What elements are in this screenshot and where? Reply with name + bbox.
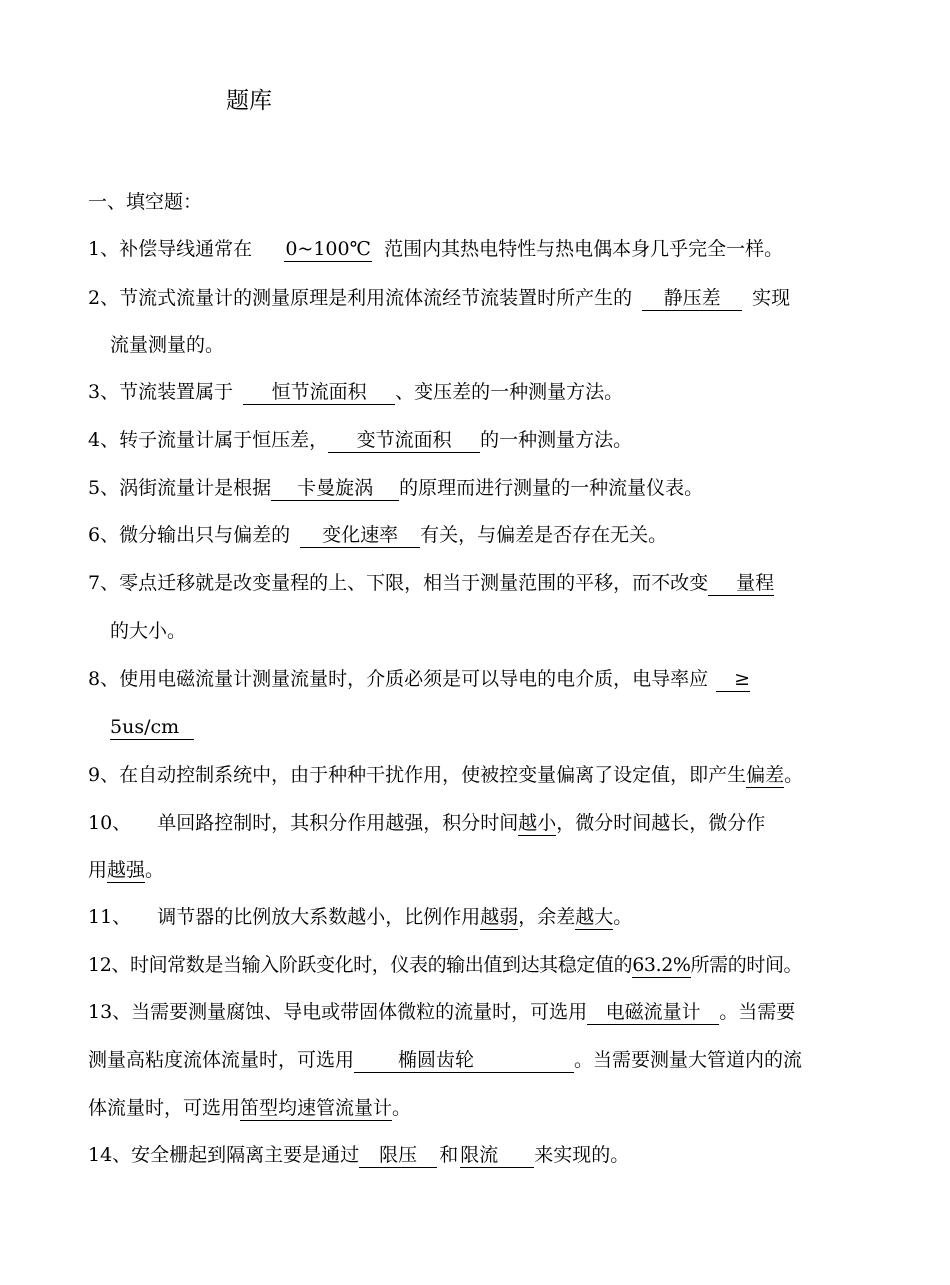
question-8-continued xyxy=(110,714,194,740)
question-text: 的原理而进行测量的一种流量仪表。 xyxy=(399,477,704,499)
question-text: 。当需要测量大管道内的流 xyxy=(574,1049,803,1071)
answer-blank: 越弱 xyxy=(480,906,519,928)
question-text: ，微分时间越长，微分作 xyxy=(556,812,766,834)
question-5 xyxy=(88,475,703,501)
section-heading: 一、填空题： xyxy=(88,191,203,213)
answer-blank: 0~100℃ xyxy=(285,238,371,260)
question-text: 7、零点迁移就是改变量程的上、下限，相当于测量范围的平移，而不改变 xyxy=(88,572,709,594)
question-8 xyxy=(88,666,750,692)
question-13 xyxy=(88,999,795,1025)
question-7-continued xyxy=(110,618,186,644)
answer-blank: 静压差 xyxy=(642,286,742,311)
question-text: 。 xyxy=(145,859,165,881)
question-text: 有关，与偏差是否存在无关。 xyxy=(420,524,668,546)
question-12 xyxy=(88,952,802,978)
question-text: 单回路控制时，其积分作用越强，积分时间 xyxy=(157,812,519,834)
question-text: ，余差 xyxy=(518,906,576,928)
answer-blank: 恒节流面积 xyxy=(243,380,395,405)
answer-blank xyxy=(354,1048,574,1073)
question-10-continued xyxy=(88,857,164,883)
question-text: 体流量时，可选用 xyxy=(88,1097,241,1119)
question-text: 。 xyxy=(784,764,804,786)
answer-blank: 变节流面积 xyxy=(328,428,480,453)
question-text: 实现 xyxy=(752,287,791,309)
answer-text: 椭圆齿轮 xyxy=(398,1049,475,1071)
question-text: 范围内其热电特性与热电偶本身几乎完全一样。 xyxy=(384,238,784,260)
question-text: 8、使用电磁流量计测量流量时，介质必须是可以导电的电介质，电导率应 xyxy=(88,668,709,690)
answer-blank: 偏差 xyxy=(746,764,785,786)
answer-blank: 63.2% xyxy=(632,954,691,976)
question-14 xyxy=(88,1142,629,1168)
question-text: 1、补偿导线通常在 xyxy=(88,238,253,260)
question-text: 来实现的。 xyxy=(534,1144,630,1166)
question-4 xyxy=(88,427,632,453)
answer-blank: 变化速率 xyxy=(300,523,420,548)
question-text: 和 xyxy=(439,1144,459,1166)
question-1 xyxy=(88,236,783,262)
question-2 xyxy=(88,285,790,311)
question-text: 9、在自动控制系统中，由于种种干扰作用，使被控变量偏离了设定值，即产生 xyxy=(88,764,747,786)
question-text: 4、转子流量计属于恒压差， xyxy=(88,429,329,451)
answer-blank: 量程 xyxy=(708,571,774,596)
question-text: 、变压差的一种测量方法。 xyxy=(395,381,624,403)
answer-blank: ≥ xyxy=(716,667,750,692)
question-text: 流量测量的。 xyxy=(110,334,225,356)
question-text: 14、安全栅起到隔离主要是通过 xyxy=(88,1144,360,1166)
question-text: 调节器的比例放大系数越小，比例作用 xyxy=(157,906,481,928)
question-text: 12、时间常数是当输入阶跃变化时，仪表的输出值到达其稳定值的 xyxy=(88,954,633,976)
question-text: 5、涡街流量计是根据 xyxy=(88,477,272,499)
answer-blank: 越强 xyxy=(107,859,146,881)
question-text: 。当需要 xyxy=(719,1001,796,1023)
answer-blank: 限流 xyxy=(460,1143,534,1168)
answer-blank: 笛型均速管流量计 xyxy=(240,1097,393,1119)
answer-blank: 卡曼旋涡 xyxy=(271,476,399,501)
question-text: 2、节流式流量计的测量原理是利用流体流经节流装置时所产生的 xyxy=(88,287,633,309)
answer-blank: 电磁流量计 xyxy=(587,1000,719,1025)
question-text: 。 xyxy=(392,1097,412,1119)
question-13-line-3 xyxy=(88,1095,411,1121)
question-text: 的一种测量方法。 xyxy=(480,429,633,451)
question-number: 10、 xyxy=(88,812,132,834)
question-text: 。 xyxy=(613,906,633,928)
question-9 xyxy=(88,762,803,788)
question-11 xyxy=(88,904,632,930)
question-7 xyxy=(88,570,774,596)
answer-blank: 5us/cm xyxy=(110,715,194,740)
question-text: 6、微分输出只与偏差的 xyxy=(88,524,291,546)
answer-blank: 越小 xyxy=(518,812,557,834)
document-title: 题库 xyxy=(226,88,272,114)
question-text: 用 xyxy=(88,859,108,881)
question-13-line-2 xyxy=(88,1047,802,1073)
question-text: 3、节流装置属于 xyxy=(88,381,234,403)
question-6 xyxy=(88,522,667,548)
answer-blank: 越大 xyxy=(575,906,614,928)
question-text: 13、当需要测量腐蚀、导电或带固体微粒的流量时，可选用 xyxy=(88,1001,588,1023)
question-number: 11、 xyxy=(88,906,132,928)
question-text: 测量高粘度流体流量时，可选用 xyxy=(88,1049,355,1071)
answer-blank: 限压 xyxy=(359,1143,437,1168)
question-text: 的大小。 xyxy=(110,620,187,642)
question-text: 所需的时间。 xyxy=(690,954,803,976)
question-3 xyxy=(88,379,623,405)
question-10 xyxy=(88,810,765,836)
question-2-continued xyxy=(110,332,224,358)
